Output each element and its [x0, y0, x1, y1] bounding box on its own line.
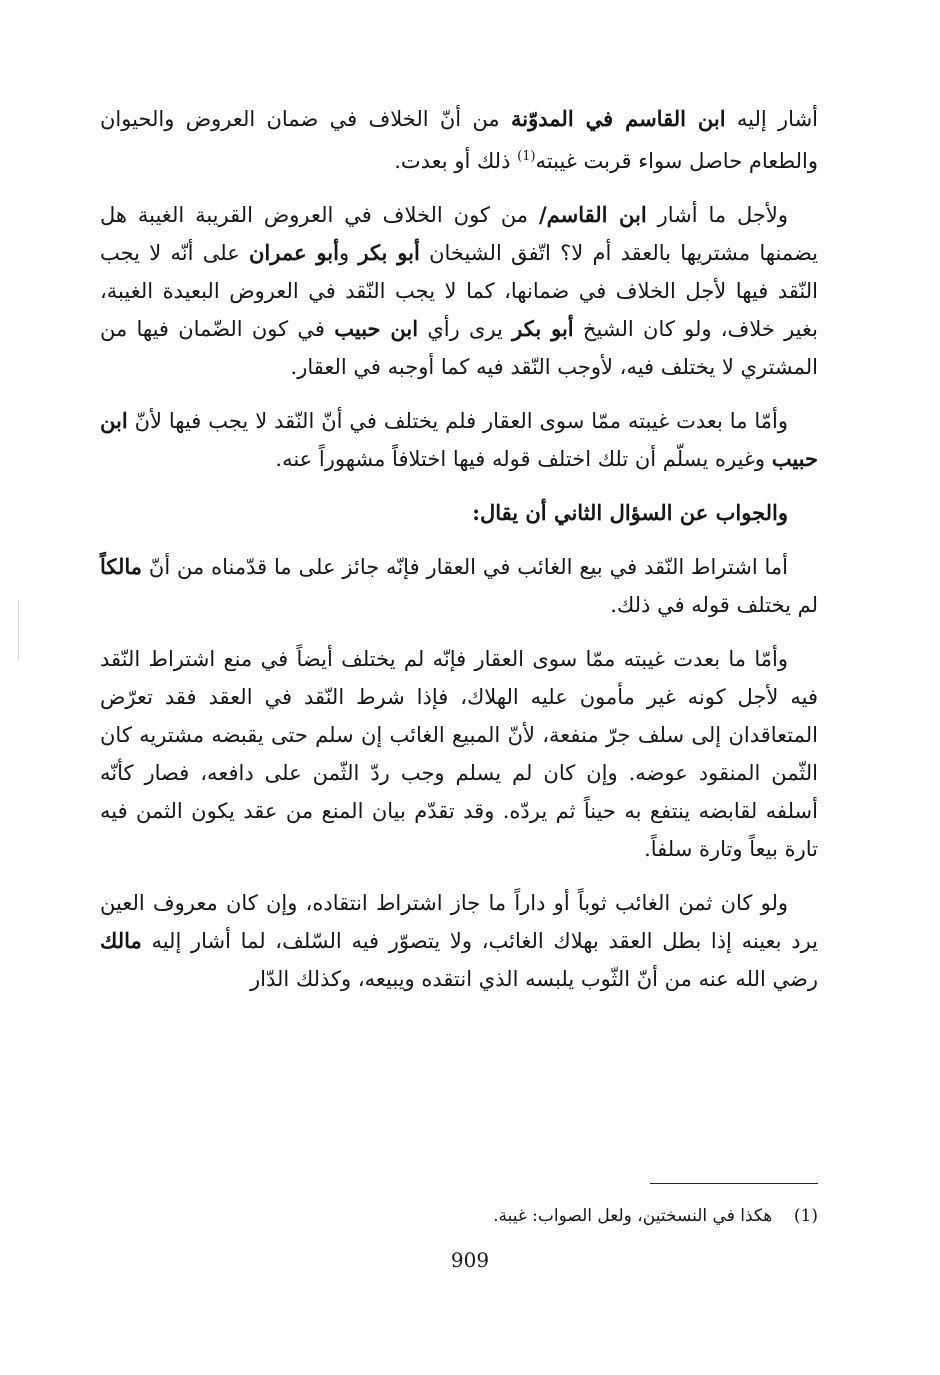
page-number: 909: [450, 1248, 490, 1272]
bold-name: مالك: [100, 928, 142, 953]
footnote: [118, 1202, 818, 1230]
bold-name: مالكاً: [100, 554, 143, 579]
bold-name: أبو عمران: [248, 240, 339, 265]
text-run: من كون الخلاف في العروض القريبة الغيبة هل يضمنها مشتريها بالعقد أم لا؟ اتّفق الشيخان: [100, 203, 819, 265]
paragraph: [100, 640, 818, 868]
text-run: يرى رأي: [418, 317, 513, 341]
paragraph: [100, 402, 818, 478]
bold-name: ابن القاسم/: [538, 202, 647, 227]
text-run: وأمّا ما بعدت غيبته ممّا سوى العقار فلم يختلف في أنّ النّقد لا يجب فيها لأنّ: [127, 409, 788, 433]
text-run: و: [338, 241, 359, 265]
text-run: ولأجل ما أشار: [646, 203, 788, 227]
text-run: لم يختلف قوله في ذلك.: [610, 593, 818, 617]
bold-name: أبو بكر: [512, 316, 574, 341]
text-run: وغيره يسلّم أن تلك اختلف قوله فيها اختلافاً مشهوراً عنه.: [275, 447, 772, 471]
text-run: ولو كان ثمن الغائب ثوباً أو داراً ما جاز اشتراط انتقاده، وإن كان معروف العين يرد بعينه إذا بطل العقد بهلاك الغائب، ولا يتصوّر فيه السّلف، لما أشار إليه: [100, 891, 818, 953]
paragraph: [100, 548, 818, 624]
section-heading: [100, 494, 818, 532]
bold-name: ابن حبيب: [334, 316, 419, 341]
paragraph: [100, 196, 818, 386]
bold-name: والجواب عن السؤال الثاني أن يقال:: [472, 500, 788, 525]
paragraph: [100, 100, 818, 180]
footnote-divider: [650, 1183, 818, 1184]
text-run: أشار إليه: [725, 107, 819, 131]
text-run: في كون الضّمان فيها من المشتري لا يختلف فيه، لأوجب النّقد فيه كما أوجبه في العقار.: [100, 317, 818, 379]
text-run: ذلك أو بعدت.: [394, 149, 518, 173]
page-body: [100, 100, 818, 1014]
bold-name: ابن القاسم في المدوّنة: [511, 106, 726, 131]
footnote-reference: (1): [517, 149, 536, 164]
text-run: أما اشتراط النّقد في بيع الغائب في العقار فإنّه جائز على ما قدّمناه من أنّ: [142, 555, 788, 579]
text-run: من أنّ الخلاف في ضمان العروض والحيوان والطعام حاصل سواء قربت غيبته: [100, 107, 818, 173]
footnote-text: هكذا في النسختين، ولعل الصواب: غيبة.: [493, 1206, 773, 1226]
bold-name: ابن حبيب: [100, 408, 818, 471]
footnote-marker: (1): [793, 1206, 818, 1226]
text-run: وأمّا ما بعدت غيبته ممّا سوى العقار فإنّه لم يختلف أيضاً في منع اشتراط النّقد فيه لأجل كونه غير مأمون عليه الهلاك، فإذا شرط النّقد في العقد فقد تعرّض المتعاقدان إلى سلف جرّ منفعة، لأنّ المبيع الغائب إن سلم حتى يقبضه مشتريه كان الثّمن المنقود عوضه. وإن كان لم يسلم وجب ردّ الثّمن على دافعه، فصار كأنّه أسلفه لقابضه ينتفع به حيناً ثم يردّه. وقد تقدّم بيان المنع من عقد يكون الثمن فيه تارة بيعاً وتارة سلفاً.: [100, 647, 818, 861]
text-run: على أنّه لا يجب النّقد فيها لأجل الخلاف في ضمانها، كما لا يجب النّقد في العروض البعيدة الغيبة، بغير خلاف، ولو كان الشيخ: [100, 241, 818, 341]
text-run: رضي الله عنه من أنّ الثّوب يلبسه الذي انتقده ويبيعه، وكذلك الدّار: [250, 967, 818, 991]
paragraph: [100, 884, 818, 998]
bold-name: أبو بكر: [358, 240, 420, 265]
scan-edge-mark: [18, 600, 19, 660]
